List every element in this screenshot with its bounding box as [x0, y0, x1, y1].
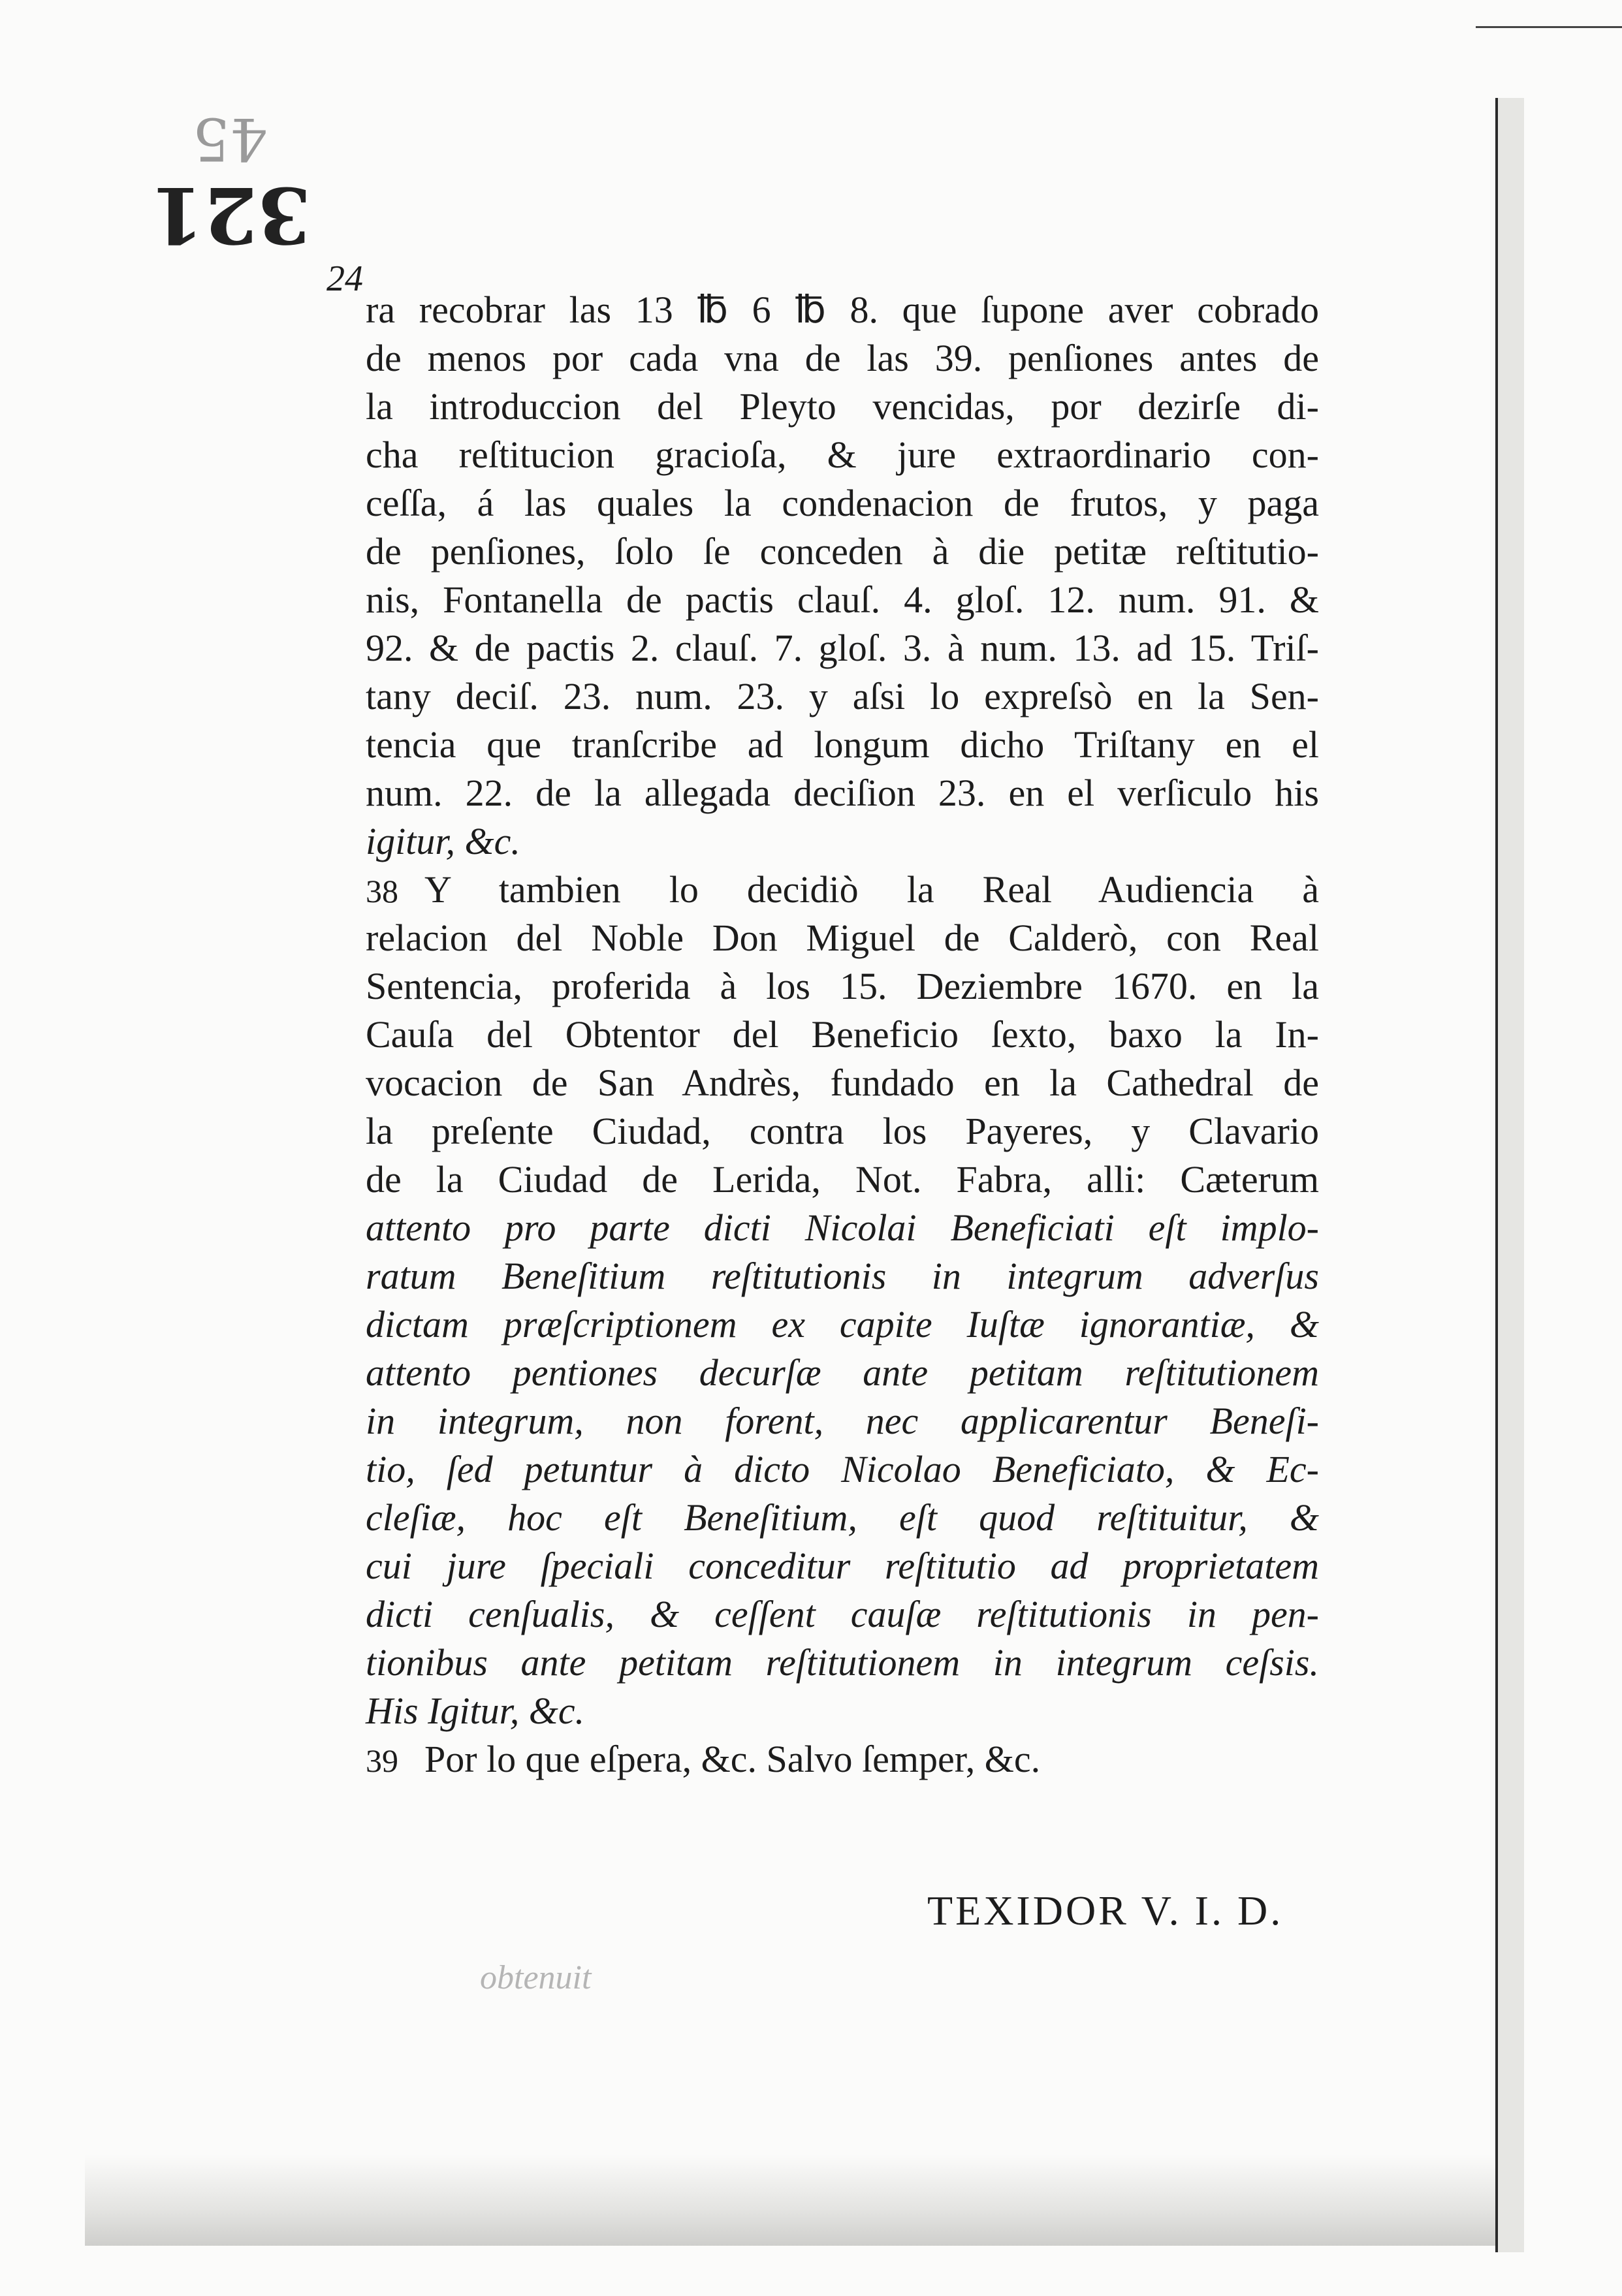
text-line: relacion del Noble Don Miguel de Calderò, con Real: [366, 917, 1319, 959]
text-line: de penſiones, ſolo ſe conceden à die petitæ reſtitutio-: [366, 530, 1319, 573]
text-line: dictam præſcriptionem ex capite Iuſtæ ignorantiæ, &: [366, 1303, 1319, 1345]
text-line: 92. & de pactis 2. clauſ. 7. gloſ. 3. à num. 13. ad 15. Triſ-: [366, 627, 1319, 669]
signature: TEXIDOR V. I. D.: [927, 1887, 1284, 1934]
water-stain: [85, 2154, 1495, 2246]
paragraph-number: 39: [366, 1742, 398, 1779]
paragraph-number: 38: [366, 873, 398, 909]
pencil-annotation: obtenuit: [480, 1959, 592, 1996]
text-line: ra recobrar las 13 ℔ 6 ℔ 8. que ſupone aver cobrado: [366, 289, 1319, 331]
text-line: attento pentiones decurſæ ante petitam reſtitutionem: [366, 1351, 1319, 1394]
text-line: Y tambien lo decidiò la Real Audiencia à: [424, 868, 1319, 911]
page-binding-edge: [1495, 98, 1524, 2252]
text-line: Cauſa del Obtentor del Beneficio ſexto, baxo la In-: [366, 1013, 1319, 1056]
text-line: num. 22. de la allegada deciſion 23. en el verſiculo his: [366, 772, 1319, 814]
text-line: de menos por cada vna de las 39. penſiones antes de: [366, 337, 1319, 379]
text-line: Por lo que eſpera, &c. Salvo ſemper, &c.: [424, 1738, 1041, 1780]
text-line: dicti cenſualis, & ceſſent cauſæ reſtitutionis in pen-: [366, 1593, 1319, 1635]
text-line: la preſente Ciudad, contra los Payeres, y Clavario: [366, 1110, 1319, 1152]
text-line: cui jure ſpeciali conceditur reſtitutio ad proprietatem: [366, 1545, 1319, 1587]
text-line: la introduccion del Pleyto vencidas, por dezirſe di-: [366, 385, 1319, 428]
manuscript-mark-upper: 45: [193, 104, 268, 173]
text-line: tio, ſed petuntur à dicto Nicolao Beneficiato, & Ec-: [366, 1448, 1319, 1490]
text-line: Sentencia, proferida à los 15. Deziembre 1670. en la: [366, 965, 1319, 1007]
text-line: de la Ciudad de Lerida, Not. Fabra, alli: Cæterum: [366, 1158, 1319, 1201]
text-line: ratum Beneſitium reſtitutionis in integrum adverſus: [366, 1255, 1319, 1297]
text-line: nis, Fontanella de pactis clauſ. 4. gloſ. 12. num. 91. &: [366, 578, 1319, 621]
body-text: [366, 286, 1319, 1784]
text-line: cleſiæ, hoc eſt Beneſitium, eſt quod reſtituitur, &: [366, 1496, 1319, 1539]
paragraph-38-first-line: [366, 866, 1319, 914]
text-line: tionibus ante petitam reſtitutionem in integrum ceſsis.: [366, 1641, 1319, 1684]
text-line: attento pro parte dicti Nicolai Beneficiati eſt implo-: [366, 1206, 1319, 1249]
text-line: in integrum, non forent, nec applicarentur Beneſi-: [366, 1400, 1319, 1442]
text-line: tencia que tranſcribe ad longum dicho Triſtany en el: [366, 723, 1319, 766]
paragraph-39: [366, 1735, 1319, 1784]
text-line: ceſſa, á las quales la condenacion de frutos, y paga: [366, 482, 1319, 524]
manuscript-folio-number: 321: [150, 170, 311, 260]
text-line: tany deciſ. 23. num. 23. y aſsi lo expreſsò en la Sen-: [366, 675, 1319, 717]
page-number: 24: [326, 259, 363, 299]
text-line: cha reſtitucion gracioſa, & jure extraordinario con-: [366, 433, 1319, 476]
text-line: His Igitur, &c.: [366, 1690, 585, 1732]
text-line: vocacion de San Andrès, fundado en la Cathedral de: [366, 1062, 1319, 1104]
page-top-edge: [1476, 0, 1622, 28]
text-line: igitur, &c.: [366, 820, 520, 862]
